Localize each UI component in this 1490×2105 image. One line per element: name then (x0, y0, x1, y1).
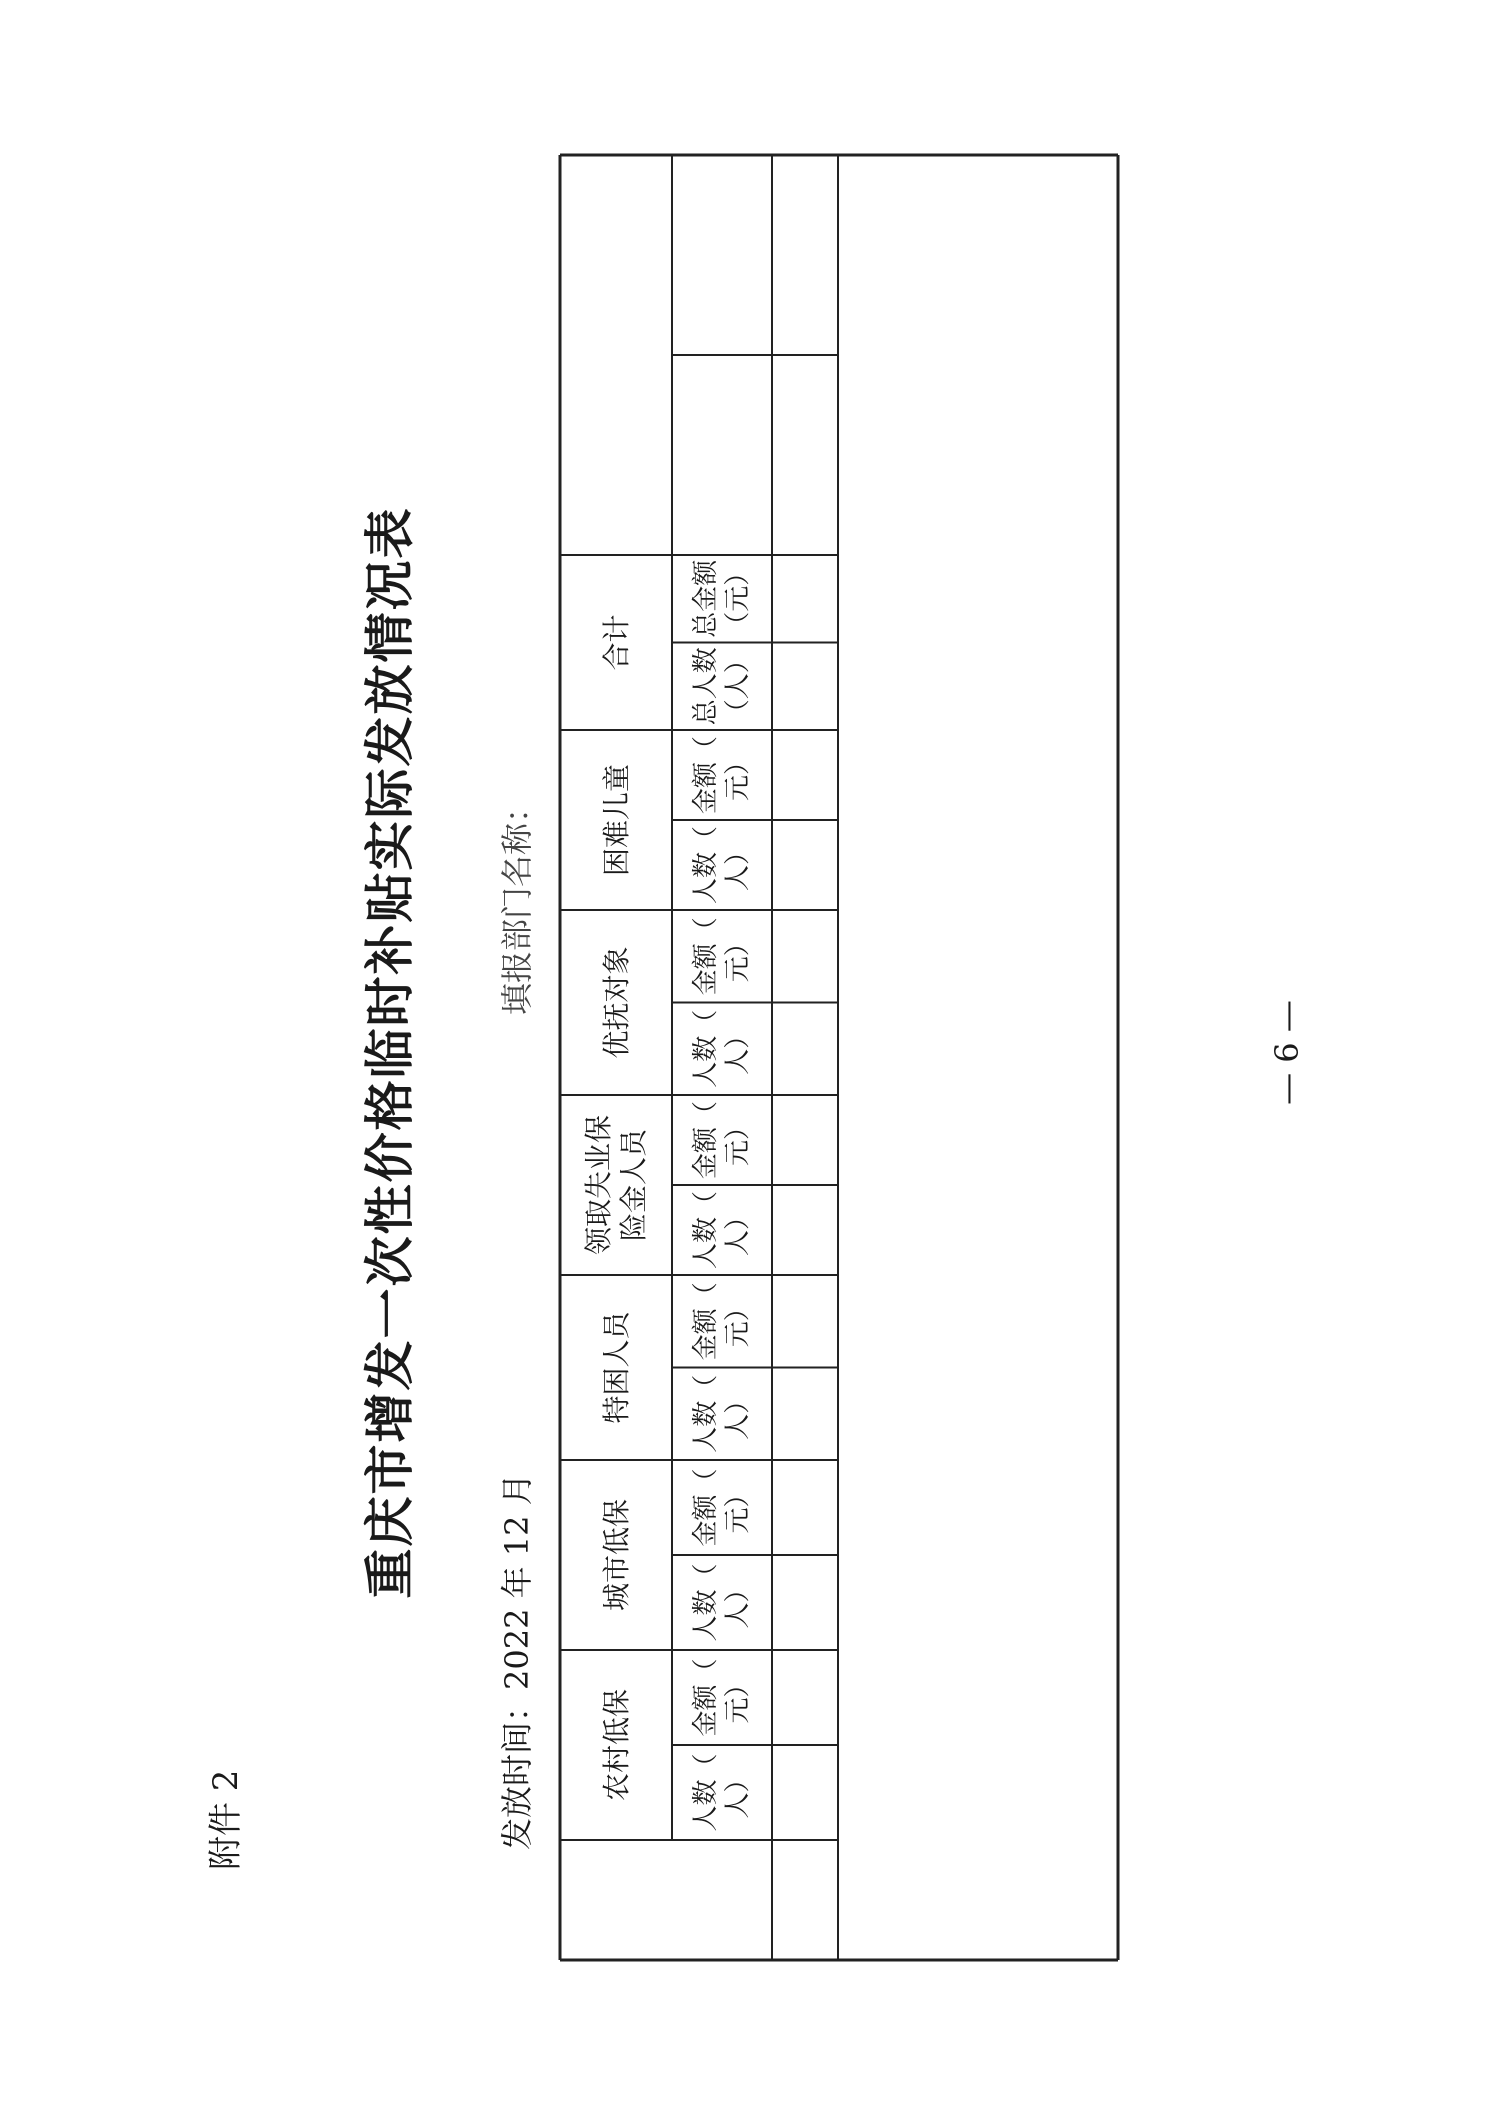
t1-amount-header-text: 金额（ 元） (690, 1468, 753, 1547)
t1-amount-header (672, 1460, 772, 1555)
t1-amount-header (672, 730, 772, 820)
t1-count-header (672, 1185, 772, 1275)
t1-group-header (560, 1650, 672, 1840)
t1-group-header (560, 730, 672, 910)
t1-group-header (560, 910, 672, 1095)
t1-amount-header-text: 总金额 （元） (690, 559, 753, 638)
t1-count-header-text: 人数（ 人） (690, 1374, 753, 1453)
t1-group-header-text: 困难儿童 (599, 764, 633, 877)
t1-count-header (672, 820, 772, 910)
t1-count-header-text: 人数（ 人） (690, 1563, 753, 1642)
t1-group-header (560, 1275, 672, 1460)
t1-amount-header-text: 金额（ 元） (690, 917, 753, 996)
t1-group-header-text: 合计 (599, 614, 633, 671)
t1-group-header-text: 城市低保 (599, 1499, 633, 1612)
t1-amount-header (672, 555, 772, 643)
t1-amount-header (672, 1650, 772, 1745)
t1-count-header (672, 1745, 772, 1840)
t1-amount-header (672, 1275, 772, 1368)
t1-count-header (672, 1368, 772, 1461)
t1-count-header (672, 1003, 772, 1096)
t1-count-header (672, 1555, 772, 1650)
t1-amount-header-text: 金额（ 元） (690, 1658, 753, 1737)
t1-count-header-text: 人数（ 人） (690, 826, 753, 905)
t1-group-header-text: 特困人员 (599, 1311, 633, 1424)
t1-group-header-text: 领取失业保 险金人员 (582, 1115, 650, 1256)
t1-count-header-text: 人数（ 人） (690, 1753, 753, 1832)
t1-group-header (560, 1460, 672, 1650)
t1-amount-header-text: 金额（ 元） (690, 1282, 753, 1361)
page-number: — 6 — (1268, 1000, 1306, 1105)
document-title: 重庆市增发一次性价格临时补贴实际发放情况表 (360, 506, 419, 1599)
t1-amount-header-text: 金额（ 元） (690, 736, 753, 815)
attachment-label: 附件 2 (206, 1769, 246, 1870)
t1-amount-header (672, 1095, 772, 1185)
t1-count-header-text: 总人数 （人） (690, 647, 753, 726)
t1-group-header-text: 农村低保 (599, 1689, 633, 1802)
dept-name-label: 填报部门名称： (498, 790, 536, 1015)
t1-count-header-text: 人数（ 人） (690, 1191, 753, 1270)
t1-count-header-text: 人数（ 人） (690, 1009, 753, 1088)
t1-group-header (560, 1095, 672, 1275)
t1-count-header (672, 643, 772, 731)
t1-group-header (560, 555, 672, 730)
t1-group-header-text: 优抚对象 (599, 946, 633, 1059)
t1-amount-header-text: 金额（ 元） (690, 1101, 753, 1180)
t1-amount-header (672, 910, 772, 1003)
issue-time: 发放时间：2022 年 12 月 (498, 1473, 536, 1850)
